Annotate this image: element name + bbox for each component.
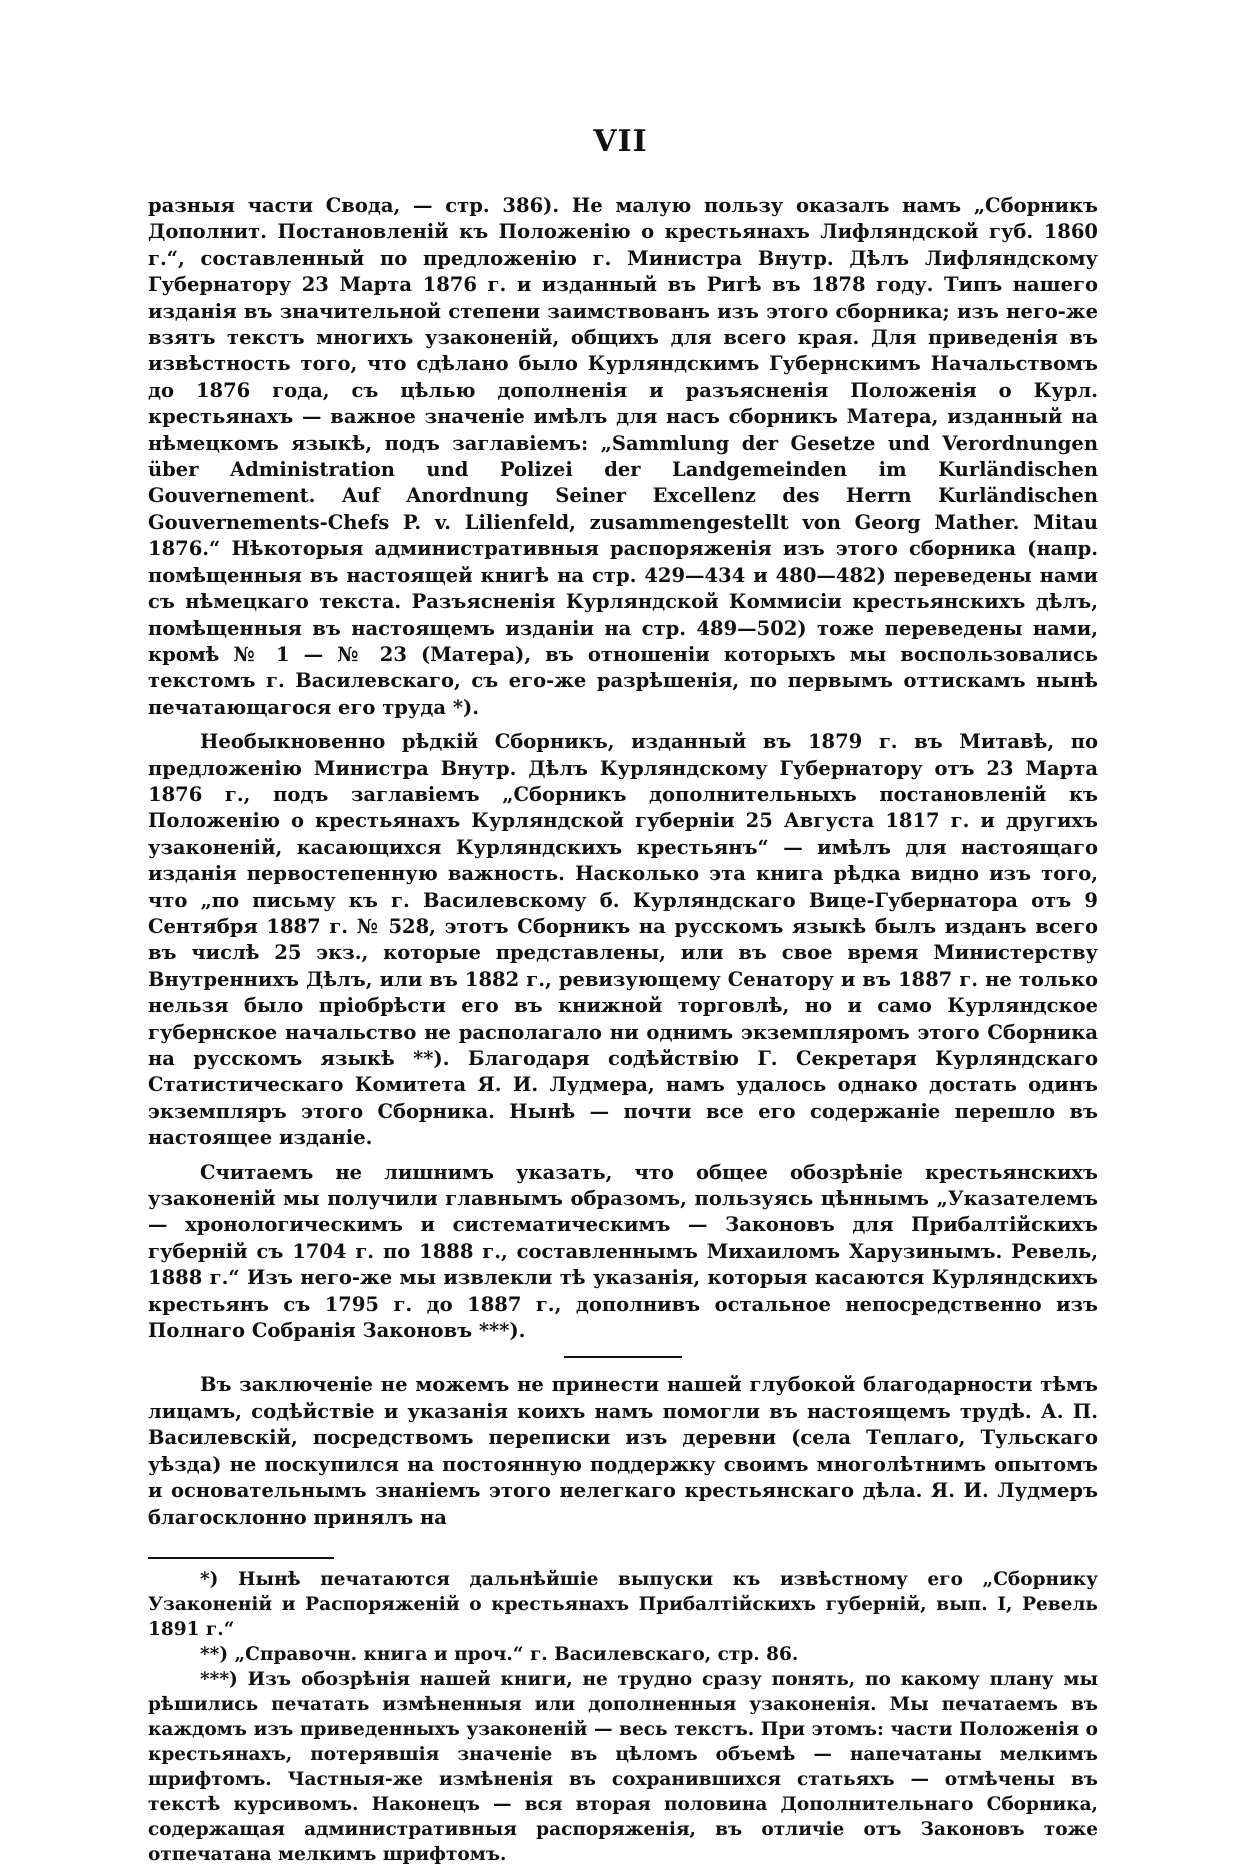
body-text [148, 193, 1098, 1867]
paragraph-2: Необыкновенно рѣдкій Сборникъ, изданный въ 1879 г. въ Митавѣ, по предложенію Министра Внутр. Дѣлъ Курляндскому Губернатору отъ 23 Марта 1876 г., подъ заглавіемъ „Сборникъ дополнительныхъ постановленій къ Положенію о крестьянахъ Курляндской губерніи 25 Августа 1817 г. и другихъ узаконеній, касающихся Курляндскихъ крестьянъ“ — имѣлъ для настоящаго изданія первостепенную важность. Насколько эта книга рѣдка видно изъ того, что „по письму къ г. Василевскому б. Курляндскаго Вице-Губернатора отъ 9 Сентября 1887 г. № 528, этотъ Сборникъ на русскомъ языкѣ былъ изданъ всего въ числѣ 25 экз., которые представлены, или въ свое время Министерству Внутреннихъ Дѣлъ, или въ 1882 г., ревизующему Сенатору и въ 1887 г. не только нельзя было пріобрѣсти его въ книжной торговлѣ, но и само Курляндское губернское начальство не располагало ни однимъ экземпляромъ этого Сборника на русскомъ языкѣ **). Благодаря содѣйствію Г. Секретаря Курляндскаго Статистическаго Комитета Я. И. Лудмера, намъ удалось однако достать одинъ экземпляръ этого Сборника. Нынѣ — почти все его содержаніе перешло въ настоящее изданіе. [148, 730, 1098, 1150]
closing-paragraph: Въ заключеніе не можемъ не принести нашей глубокой благодарности тѣмъ лицамъ, содѣйствіе и указанія коихъ намъ помогли въ настоящемъ трудѣ. А. П. Василевскій, посредствомъ переписки изъ деревни (села Теплаго, Тульскаго уѣзда) не поскупился на постоянную поддержку своимъ многолѣтнимъ опытомъ и основательнымъ знаніемъ этого нелегкаго крестьянскаго дѣла. Я. И. Лудмеръ благосклонно принялъ на [148, 1373, 1098, 1529]
footnotes [148, 1567, 1098, 1867]
section-divider [564, 1356, 682, 1358]
footnote-3: ***) Изъ обозрѣнія нашей книги, не трудно сразу понять, по какому плану мы рѣшились печатать измѣненныя или дополненныя узаконенія. Мы печатаемъ въ каждомъ изъ приведенныхъ узаконеній — весь текстъ. При этомъ: части Положенія о крестьянахъ, потерявшія значеніе въ цѣломъ объемѣ — напечатаны мелкимъ шрифтомъ. Частныя-же измѣненія въ сохранившихся статьяхъ — отмѣчены въ текстѣ курсивомъ. Наконецъ — вся вторая половина Дополнительнаго Сборника, содержащая административныя распоряженія, въ отличіе отъ Законовъ тоже отпечатана мелкимъ шрифтомъ. [148, 1668, 1098, 1865]
page-number: VII [593, 124, 648, 159]
footnote-2: **) „Справочн. книга и проч.“ г. Василевскаго, стр. 86. [200, 1643, 799, 1665]
footnote-1: *) Нынѣ печатаются дальнѣйшіе выпуски къ извѣстному его „Сборнику Узаконеній и Распоряженій о крестьянахъ Прибалтійскихъ губерній, вып. I, Ревель 1891 г.“ [148, 1568, 1098, 1640]
paragraph-3: Считаемъ не лишнимъ указать, что общее обозрѣніе крестьянскихъ узаконеній мы получили главнымъ образомъ, пользуясь цѣннымъ „Указателемъ — хронологическимъ и систематическимъ — Законовъ для Прибалтійскихъ губерній съ 1704 г. по 1888 г., составленнымъ Михаиломъ Харузинымъ. Ревель, 1888 г.“ Изъ него-же мы извлекли тѣ указанія, которыя касаются Курляндскихъ крестьянъ съ 1795 г. до 1887 г., дополнивъ остальное непосредственно изъ Полнаго Собранія Законовъ ***). [148, 1160, 1098, 1343]
paragraph-1: разныя части Свода, — стр. 386). Не малую пользу оказалъ намъ „Сборникъ Дополнит. Постановленій къ Положенію о крестьянахъ Лифляндской губ. 1860 г.“, составленный по предложенію г. Министра Внутр. Дѣлъ Лифляндскому Губернатору 23 Марта 1876 г. и изданный въ Ригѣ въ 1878 году. Типъ нашего изданія въ значительной степени заимствованъ изъ этого сборника; изъ него-же взятъ текстъ многихъ узаконеній, общихъ для всего края. Для приведенія въ извѣстность того, что сдѣлано было Курляндскимъ Губернскимъ Начальствомъ до 1876 года, съ цѣлью дополненія и разъясненія Положенія о Курл. крестьянахъ — важное значеніе имѣлъ для насъ сборникъ Матера, изданный на нѣмецкомъ языкѣ, подъ заглавіемъ: „Sammlung der Gesetze und Verordnungen über Administration und Polizei der Landgemeinden im Kurländischen Gouvernement. Auf Anordnung Seiner Excellenz des Herrn Kurländischen Gouvernements-Chefs P. v. Lilienfeld, zusammengestellt von Georg Mather. Mitau 1876.“ Нѣкоторыя административныя распоряженія изъ этого сборника (напр. помѣщенныя въ настоящей книгѣ на стр. 429—434 и 480—482) переведены нами съ нѣмецкаго текста. Разъясненія Курляндской Коммисіи крестьянскихъ дѣлъ, помѣщенныя въ настоящемъ изданіи на стр. 489—502) тоже переведены нами, кромѣ № 1 — № 23 (Матера), въ отношеніи которыхъ мы воспользовались текстомъ г. Василевскаго, съ его-же разрѣшенія, по первымъ оттискамъ нынѣ печатающагося его труда *). [148, 194, 1098, 719]
footnote-divider [148, 1557, 334, 1559]
